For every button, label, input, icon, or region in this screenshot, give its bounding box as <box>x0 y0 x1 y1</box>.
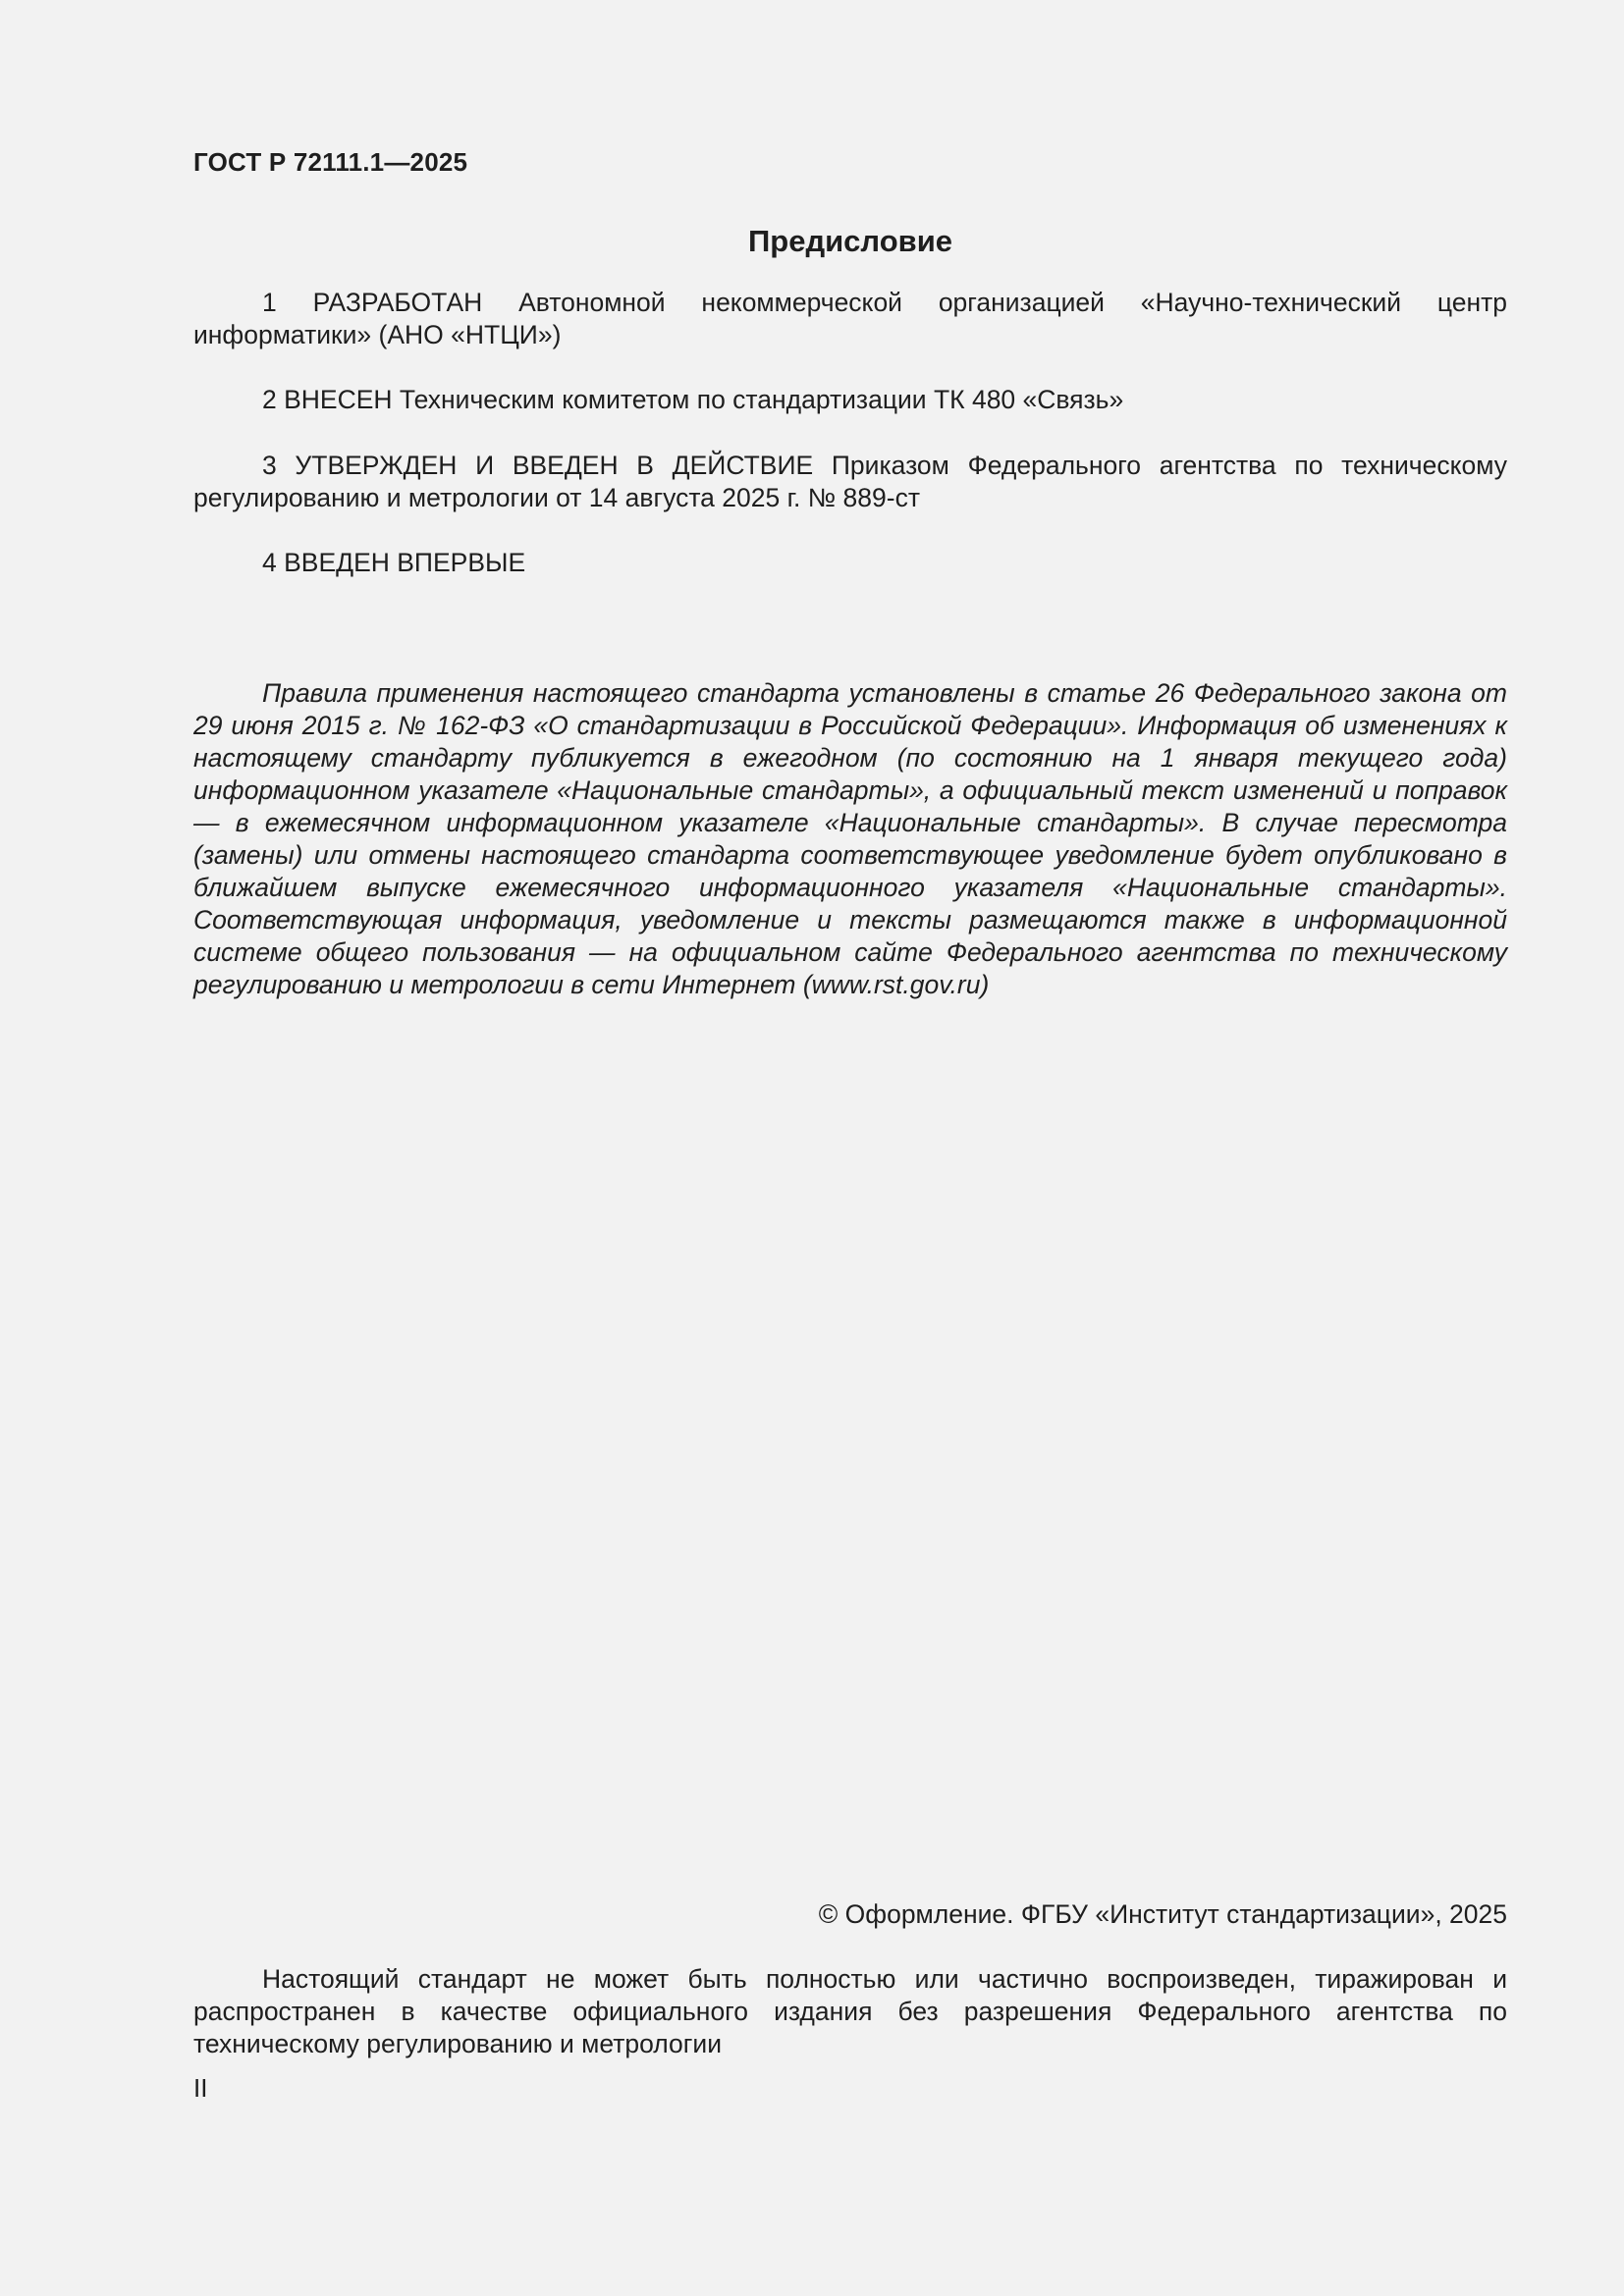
document-code: ГОСТ Р 72111.1—2025 <box>193 147 468 177</box>
reproduction-notice: Настоящий стандарт не может быть полностью или частично воспроизведен, тиражирован и распространен в качестве официального издания без разрешения Федерального агентства по техническому регулированию и метрологии <box>193 1964 1507 2058</box>
copyright-line: © Оформление. ФГБУ «Институт стандартизации», 2025 <box>818 1899 1507 1929</box>
foreword-item-developed: 1 РАЗРАБОТАН Автономной некоммерческой организацией «Научно-технический центр информатики» (АНО «НТЦИ») <box>193 288 1507 349</box>
foreword-item-approved: 3 УТВЕРЖДЕН И ВВЕДЕН В ДЕЙСТВИЕ Приказом Федерального агентства по техническому регулированию и метрологии от 14 августа 2025 г. № 889-ст <box>193 451 1507 512</box>
foreword-item-introduced: 4 ВВЕДЕН ВПЕРВЫЕ <box>262 548 526 577</box>
page-title: Предисловие <box>747 224 952 258</box>
document-page <box>193 0 1507 2296</box>
foreword-item-submitted: 2 ВНЕСЕН Техническим комитетом по стандартизации ТК 480 «Связь» <box>262 385 1124 414</box>
page-number: II <box>193 2073 208 2103</box>
rules-note: Правила применения настоящего стандарта установлены в статье 26 Федерального закона от 29 июня 2015 г. № 162-ФЗ «О стандартизации в Российской Федерации». Информация об изменениях к настоящему стандарту публикуется в ежегодном (по состоянию на 1 января текущего года) информационном указателе «Национальные стандарты», а официальный текст изменений и поправок — в ежемесячном информационном указателе «Национальные стандарты». В случае пересмотра (замены) или отмены настоящего стандарта соответствующее уведомление будет опубликовано в ближайшем выпуске ежемесячного информационного указателя «Национальные стандарты». Соответствующая информация, уведомление и тексты размещаются также в информационной системе общего пользования — на официальном сайте Федерального агентства по техническому регулированию и метрологии в сети Интернет (www.rst.gov.ru) <box>193 678 1507 999</box>
